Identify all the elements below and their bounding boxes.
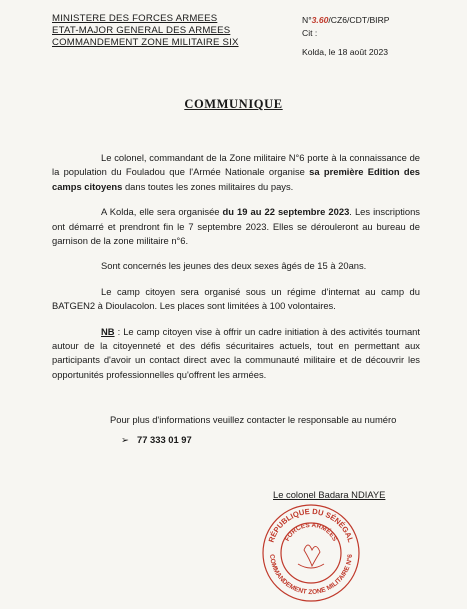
- handwritten-ref: 3.60: [311, 15, 329, 25]
- reference-block: [302, 14, 390, 59]
- official-stamp: [260, 502, 362, 604]
- reference-number: N°3.60/CZ6/CDT/BIRP: [302, 15, 390, 25]
- nb-label: NB: [101, 325, 115, 337]
- arrow-icon: ➢: [121, 434, 129, 445]
- paragraph-location: Le camp citoyen sera organisé sous un régime d'internat au camp du BATGEN2 à Dioulacolon. Les places sont limitées à 100 volontaires.: [52, 285, 420, 312]
- paragraph-eligibility: Sont concernés les jeunes des deux sexes âgés de 15 à 20ans.: [101, 260, 367, 272]
- issuing-authority: [52, 13, 239, 49]
- paragraph-nb: NB : Le camp citoyen vise à offrir un cadre initiation à des activités tournant autour de la citoyenneté et des défis sécuritaires actuels, tout en permettant aux participants d'avoir un contact direct avec la communauté militaire et de découvrir les opportunités professionnelles qu'offrent les armées.: [52, 325, 420, 380]
- command-line: COMMANDEMENT ZONE MILITAIRE SIX: [52, 37, 239, 48]
- contact-text: Pour plus d'informations veuillez contacter le responsable au numéro: [110, 414, 397, 425]
- svg-text:RÉPUBLIQUE DU SÉNÉGAL: RÉPUBLIQUE DU SÉNÉGAL: [266, 506, 356, 544]
- page-title: COMMUNIQUE: [184, 97, 283, 111]
- svg-text:FORCES ARMÉES: FORCES ARMÉES: [283, 521, 339, 543]
- paragraph-announcement: Le colonel, commandant de la Zone militaire N°6 porte à la connaissance de la population du Fouladou que l'Armée Nationale organise sa première Edition des camps citoyens dans toutes les zones militaires du pays.: [52, 152, 420, 192]
- communique-body: [52, 151, 420, 393]
- contact-phone: [121, 434, 192, 446]
- signatory-name: Le colonel Badara NDIAYE: [273, 489, 386, 500]
- stamp-seal-icon: [260, 502, 362, 604]
- staff-line: ETAT-MAJOR GENERAL DES ARMEES: [52, 25, 231, 36]
- date-line: Kolda, le 18 août 2023: [302, 47, 389, 57]
- svg-text:COMMANDEMENT ZONE MILITAIRE N°: COMMANDEMENT ZONE MILITAIRE N°6: [267, 553, 355, 597]
- ministry-line: MINISTERE DES FORCES ARMEES: [52, 13, 218, 24]
- cit-line: Cit :: [302, 28, 318, 38]
- paragraph-dates: A Kolda, elle sera organisée du 19 au 22 septembre 2023. Les inscriptions ont démarré et prendront fin le 7 septembre 2023. Elles se dérouleront au bureau de garnison de la zone militaire n°6.: [52, 206, 420, 247]
- phone-number: 77 333 01 97: [137, 434, 192, 445]
